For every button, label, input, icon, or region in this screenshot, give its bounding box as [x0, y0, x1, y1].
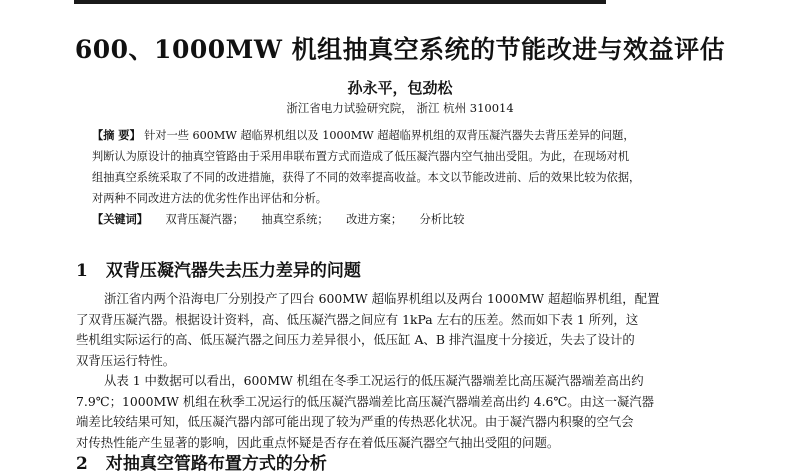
- paragraph-line: 了双背压凝汽器。根据设计资料，高、低压凝汽器之间应有 1kPa 左右的压差。然而如下表 1 所列，这: [76, 311, 639, 327]
- section-heading-2: [76, 449, 327, 474]
- keywords: [92, 209, 710, 230]
- abstract-line: 对两种不同改进方法的优劣性作出评估和分析。: [92, 192, 327, 205]
- paragraph-line: 7.9℃；1000MW 机组在秋季工况运行的低压凝汽器端差比高压凝汽器端差高出约 4.6℃。由这一凝汽器: [76, 393, 655, 409]
- keywords-tag: 【关键词】: [92, 212, 148, 226]
- top-rule: [74, 0, 606, 4]
- keyword: 改进方案；: [346, 213, 403, 226]
- abstract-tag: 【摘 要】: [92, 128, 141, 142]
- section-number: 2: [76, 454, 88, 474]
- section-title: 双背压凝汽器失去压力差异的问题: [105, 261, 361, 281]
- authors: 孙永平，包劲松: [347, 79, 453, 97]
- abstract-line: 组抽真空系统采取了不同的改进措施，获得了不同的效率提高收益。本文以节能改进前、后的效果比较为依据，: [92, 171, 641, 184]
- abstract-line: [92, 125, 710, 146]
- abstract: [92, 125, 710, 230]
- abstract-line: 判断认为原设计的抽真空管路由于采用串联布置方式而造成了低压凝汽器内空气抽出受阻。为此，在现场对机: [92, 150, 630, 163]
- section-number: 1: [76, 261, 88, 281]
- paper-title: 600、1000MW 机组抽真空系统的节能改进与效益评估: [74, 35, 726, 64]
- paragraph-line: 端差比较结果可知，低压凝汽器内部可能出现了较为严重的传热恶化状况。由于凝汽器内积聚的空气会: [76, 414, 634, 429]
- paragraph-line: 浙江省内两个沿海电厂分别投产了四台 600MW 超临界机组以及两台 1000MW 超超临界机组，配置: [104, 291, 660, 306]
- affiliation: 浙江省电力试验研究院， 浙江 杭州 310014: [286, 101, 514, 115]
- section-heading-1: [76, 256, 361, 281]
- paragraph-line: 从表 1 中数据可以看出，600MW 机组在冬季工况运行的低压凝汽器端差比高压凝汽器端差高出约: [104, 373, 644, 388]
- paragraph-2: [76, 371, 726, 453]
- paragraph-line: 对传热性能产生显著的影响，因此重点怀疑是否存在着低压凝汽器空气抽出受阻的问题。: [76, 434, 560, 450]
- paragraph-1: [76, 289, 726, 371]
- paragraph-line: 双背压运行特性。: [76, 352, 176, 368]
- keyword: 抽真空系统；: [261, 213, 329, 226]
- keyword: 分析比较: [419, 213, 465, 226]
- paragraph-line: 些机组实际运行的高、低压凝汽器之间压力差异很小，低压缸 A、B 排汽温度十分接近，失去了设计的: [76, 332, 635, 347]
- keyword: 双背压凝汽器；: [165, 213, 244, 226]
- abstract-text: 针对一些 600MW 超临界机组以及 1000MW 超超临界机组的双背压凝汽器失去背压差异的问题，: [144, 129, 635, 142]
- section-title: 对抽真空管路布置方式的分析: [105, 454, 327, 474]
